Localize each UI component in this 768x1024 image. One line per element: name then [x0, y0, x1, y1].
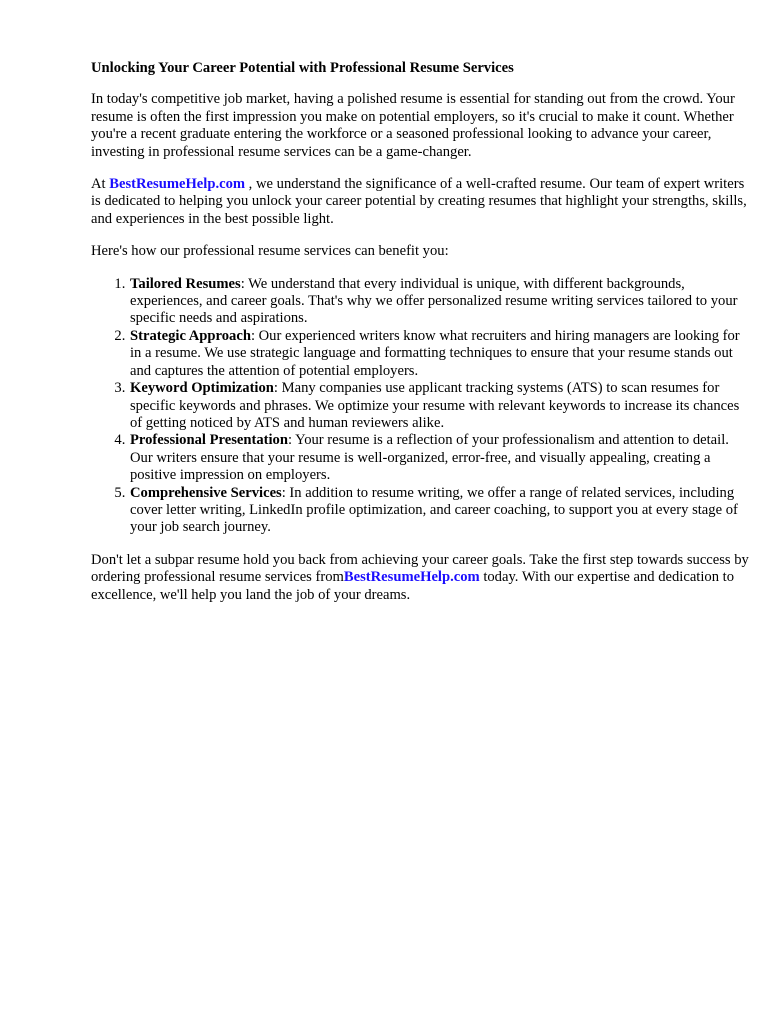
bestresumehelp-link[interactable]: BestResumeHelp.com: [109, 176, 246, 193]
benefit-term: Professional Presentation: [130, 432, 288, 449]
list-item: [129, 276, 751, 328]
about-prefix: At: [91, 176, 110, 193]
list-item: [129, 380, 751, 432]
document-title: Unlocking Your Career Potential with Professional Resume Services: [91, 60, 514, 76]
benefit-term: Comprehensive Services: [130, 484, 282, 501]
document-page: [91, 60, 751, 619]
benefit-term: Keyword Optimization: [130, 380, 274, 397]
benefit-term: Tailored Resumes: [130, 275, 241, 292]
benefit-text: : We understand that every individual is unique, with different backgrounds, experiences, and career goals. That's why we offer personalized resume writing services tailored to your specific needs and aspirations.: [130, 275, 738, 327]
list-item: [129, 432, 751, 484]
benefits-list: [91, 276, 751, 537]
bestresumehelp-link-closing[interactable]: BestResumeHelp.com: [343, 569, 480, 586]
benefits-lead: Here's how our professional resume services can benefit you:: [91, 243, 449, 260]
benefit-term: Strategic Approach: [130, 327, 251, 344]
about-suffix: , we understand the significance of a well-crafted resume. Our team of expert writers is dedicated to helping you unlock your career potential by creating resumes that highlight your strengths, skills, and experiences in the best possible light.: [91, 176, 747, 227]
list-item: [129, 328, 751, 380]
benefit-text: : Your resume is a reflection of your professionalism and attention to detail. Our writers ensure that your resume is well-organized, error-free, and visually appealing, creating a positive impression on employers.: [130, 432, 729, 484]
closing-prefix: Don't let a subpar resume hold you back from achieving your career goals. Take the first step towards success by ordering professional resume services from: [91, 551, 749, 586]
list-item: [129, 485, 751, 537]
benefit-text: : Our experienced writers know what recruiters and hiring managers are looking for in a resume. We use strategic language and formatting techniques to ensure that your resume stands out and captures the attention of potential employers.: [130, 327, 740, 379]
benefit-text: : In addition to resume writing, we offer a range of related services, including cover letter writing, LinkedIn profile optimization, and career coaching, to support you at every stage of your job search journey.: [130, 484, 738, 536]
closing-suffix: today. With our expertise and dedication to excellence, we'll help you land the job of your dreams.: [91, 569, 734, 603]
benefit-text: : Many companies use applicant tracking systems (ATS) to scan resumes for specific keywords and phrases. We optimize your resume with relevant keywords to increase its chances of getting noticed by ATS and human reviewers alike.: [130, 380, 740, 431]
intro-paragraph: In today's competitive job market, having a polished resume is essential for standing out from the crowd. Your resume is often the first impression you make on potential employers, so it's crucial to make it count. Whether you're a recent graduate entering the workforce or a seasoned professional looking to advance your career, investing in professional resume services can be a game-changer.: [91, 91, 735, 160]
closing-paragraph: [91, 552, 751, 604]
about-paragraph: [91, 176, 751, 228]
